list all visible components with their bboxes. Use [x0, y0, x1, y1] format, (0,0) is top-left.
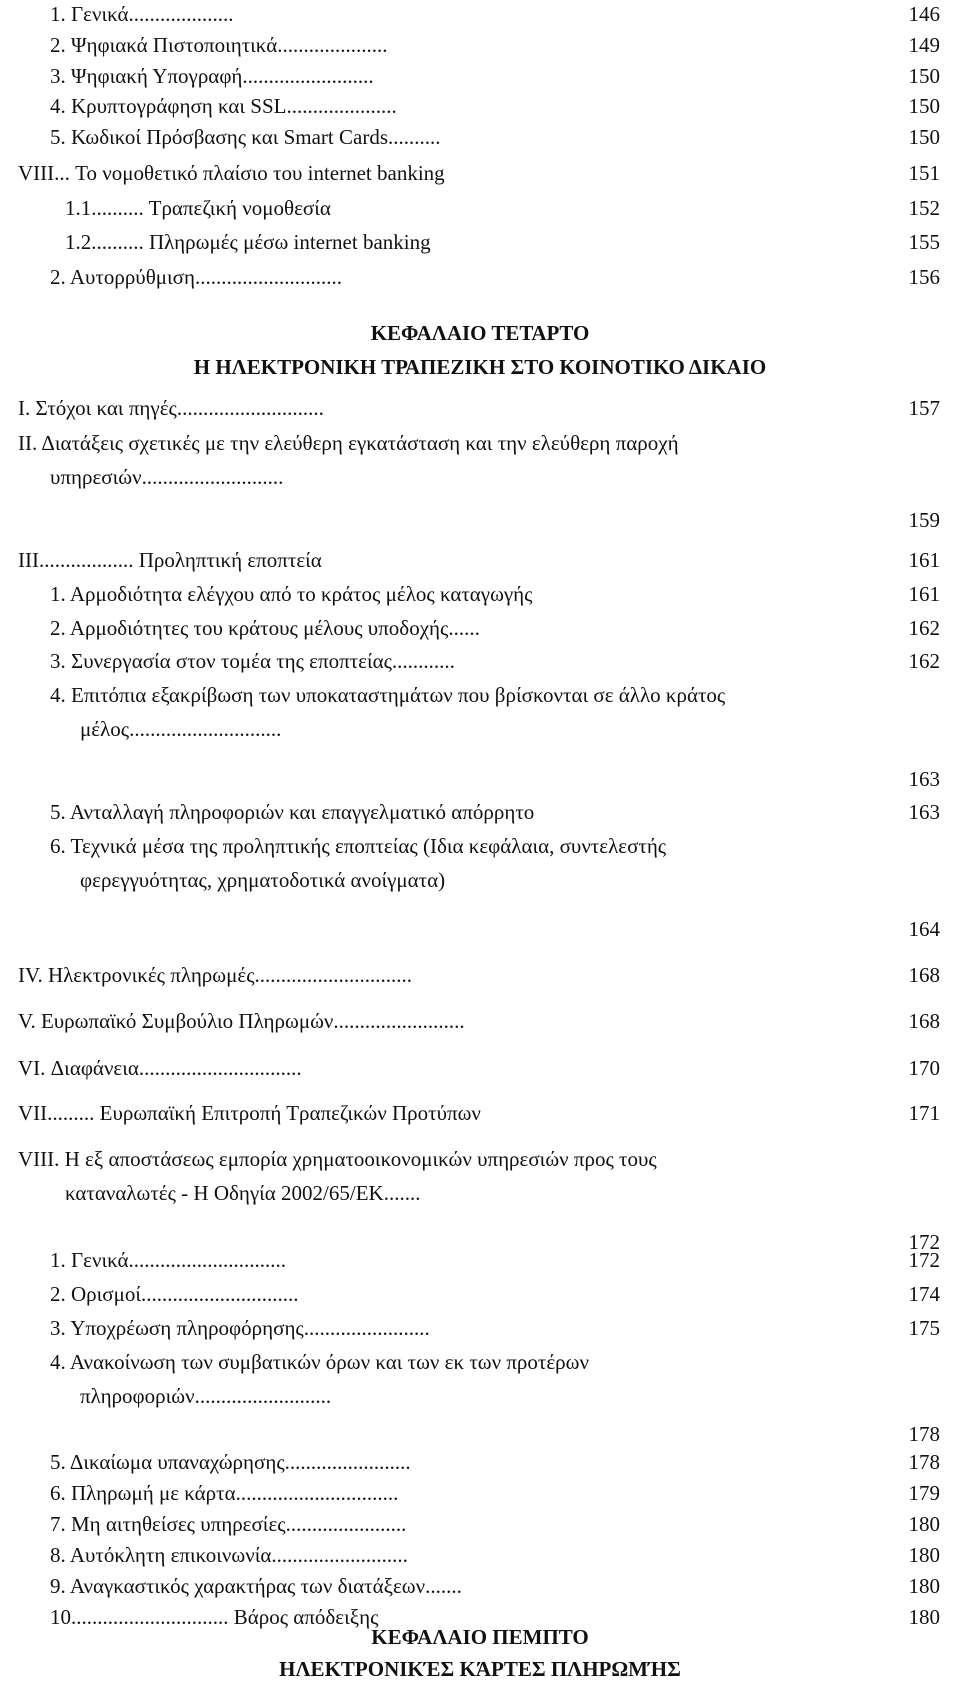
toc-page-number: 180: [908, 1543, 940, 1567]
toc-page-number: 150: [908, 64, 940, 88]
toc-entry: 2. Αρμοδιότητες του κράτους μέλους υποδοχής......: [50, 616, 480, 640]
toc-entry: 4. Ανακοίνωση των συμβατικών όρων και των εκ των προτέρων: [50, 1350, 589, 1374]
toc-entry: 7. Μη αιτηθείσες υπηρεσίες.......................: [50, 1512, 407, 1536]
chapter-heading: ΚΕΦΑΛΑΙΟ ΤΕΤΑΡΤΟ: [370, 321, 590, 345]
toc-entry: 5. Δικαίωμα υπαναχώρησης........................: [50, 1450, 411, 1474]
toc-page-number: 152: [908, 196, 940, 220]
toc-page-number: 161: [908, 582, 940, 606]
toc-entry: 3. Υποχρέωση πληροφόρησης........................: [50, 1316, 430, 1340]
toc-page-number: 180: [908, 1512, 940, 1536]
toc-entry: 2. Αυτορρύθμιση............................: [50, 265, 342, 289]
toc-page-number: 175: [908, 1316, 940, 1340]
toc-entry: ΙΙ. Διατάξεις σχετικές με την ελεύθερη εγκατάσταση και την ελεύθερη παροχή: [18, 431, 679, 455]
toc-entry: 1.1.......... Τραπεζική νομοθεσία: [65, 196, 331, 220]
toc-entry: 9. Αναγκαστικός χαρακτήρας των διατάξεων.......: [50, 1574, 462, 1598]
toc-page-number: 150: [908, 125, 940, 149]
toc-entry: 6. Τεχνικά μέσα της προληπτικής εποπτείας (Ιδια κεφάλαια, συντελεστής: [50, 834, 667, 858]
toc-page-number: 174: [908, 1282, 940, 1306]
toc-page-number: 149: [908, 33, 940, 57]
toc-entry: φερεγγυότητας, χρηματοδοτικά ανοίγματα): [80, 868, 446, 892]
toc-entry: ΙΙΙ.................. Προληπτική εποπτεία: [18, 548, 322, 572]
toc-entry: πληροφοριών..........................: [80, 1384, 332, 1408]
toc-entry: VIII... Το νομοθετικό πλαίσιο του internet banking: [18, 161, 445, 185]
toc-entry: 4. Κρυπτογράφηση και SSL.....................: [50, 94, 397, 118]
toc-page-number: 168: [908, 1009, 940, 1033]
toc-page-number: 162: [908, 649, 940, 673]
toc-page-number: 146: [908, 2, 940, 26]
toc-entry: υπηρεσιών...........................: [50, 465, 284, 489]
toc-page-number: 151: [908, 161, 940, 185]
toc-entry: 2. Ψηφιακά Πιστοποιητικά.....................: [50, 33, 388, 57]
toc-entry: μέλος.............................: [80, 717, 282, 741]
toc-page-number: 180: [908, 1605, 940, 1629]
toc-page-number: 155: [908, 230, 940, 254]
toc-page-number: 172: [908, 1248, 940, 1272]
toc-page-number: 180: [908, 1574, 940, 1598]
toc-entry: 8. Αυτόκλητη επικοινωνία..........................: [50, 1543, 408, 1567]
toc-page-number: 156: [908, 265, 940, 289]
toc-entry: 1. Γενικά..............................: [50, 1248, 287, 1272]
toc-entry: IV. Ηλεκτρονικές πληρωμές..............................: [18, 963, 413, 987]
chapter-title: Η ΗΛΕΚΤΡΟΝΙΚΗ ΤΡΑΠΕΖΙΚΗ ΣΤΟ ΚΟΙΝΟΤΙΚΟ ΔΙΚΑΙΟ: [193, 355, 767, 379]
toc-page-number: 168: [908, 963, 940, 987]
toc-entry: VI. Διαφάνεια...............................: [18, 1056, 302, 1080]
toc-page-number: 161: [908, 548, 940, 572]
toc-entry: Ι. Στόχοι και πηγές............................: [18, 396, 324, 420]
toc-entry: 5. Ανταλλαγή πληροφοριών και επαγγελματικό απόρρητο: [50, 800, 535, 824]
toc-entry: 1.2.......... Πληρωμές μέσω internet banking: [65, 230, 431, 254]
toc-entry: καταναλωτές - Η Οδηγία 2002/65/ΕΚ.......: [65, 1181, 421, 1205]
toc-entry: 2. Ορισμοί..............................: [50, 1282, 299, 1306]
toc-page-number: 179: [908, 1481, 940, 1505]
toc-page-number: 178: [908, 1450, 940, 1474]
toc-page-number: 178: [908, 1422, 940, 1446]
toc-page-number: 164: [908, 917, 940, 941]
toc-page-number: 162: [908, 616, 940, 640]
toc-entry: 5. Κωδικοί Πρόσβασης και Smart Cards..........: [50, 125, 441, 149]
toc-entry: 1. Γενικά....................: [50, 2, 234, 26]
toc-page-number: 157: [908, 396, 940, 420]
toc-entry: 3. Συνεργασία στον τομέα της εποπτείας............: [50, 649, 455, 673]
toc-page-number: 172: [908, 1230, 940, 1254]
toc-entry: 1. Αρμοδιότητα ελέγχου από το κράτος μέλος καταγωγής: [50, 582, 533, 606]
toc-entry: V. Ευρωπαϊκό Συμβούλιο Πληρωμών.........................: [18, 1009, 465, 1033]
toc-entry: VII......... Ευρωπαϊκή Επιτροπή Τραπεζικών Προτύπων: [18, 1101, 481, 1125]
toc-page-number: 163: [908, 767, 940, 791]
toc-page-number: 163: [908, 800, 940, 824]
chapter-heading: ΚΕΦΑΛΑΙΟ ΠΕΜΠΤΟ: [371, 1625, 589, 1649]
chapter-title: ΗΛΕΚΤΡΟΝΙΚΈΣ ΚΆΡΤΕΣ ΠΛΗΡΩΜΉΣ: [279, 1657, 681, 1681]
toc-entry: 10.............................. Βάρος απόδειξης: [50, 1605, 379, 1629]
toc-entry: VIII. Η εξ αποστάσεως εμπορία χρηματοοικονομικών υπηρεσιών προς τους: [18, 1147, 657, 1171]
toc-entry: 4. Επιτόπια εξακρίβωση των υποκαταστημάτων που βρίσκονται σε άλλο κράτος: [50, 683, 726, 707]
toc-entry: 3. Ψηφιακή Υπογραφή.........................: [50, 64, 374, 88]
toc-page-number: 159: [908, 508, 940, 532]
toc-page-number: 150: [908, 94, 940, 118]
toc-page-number: 171: [908, 1101, 940, 1125]
toc-page-number: 170: [908, 1056, 940, 1080]
toc-entry: 6. Πληρωμή με κάρτα...............................: [50, 1481, 399, 1505]
